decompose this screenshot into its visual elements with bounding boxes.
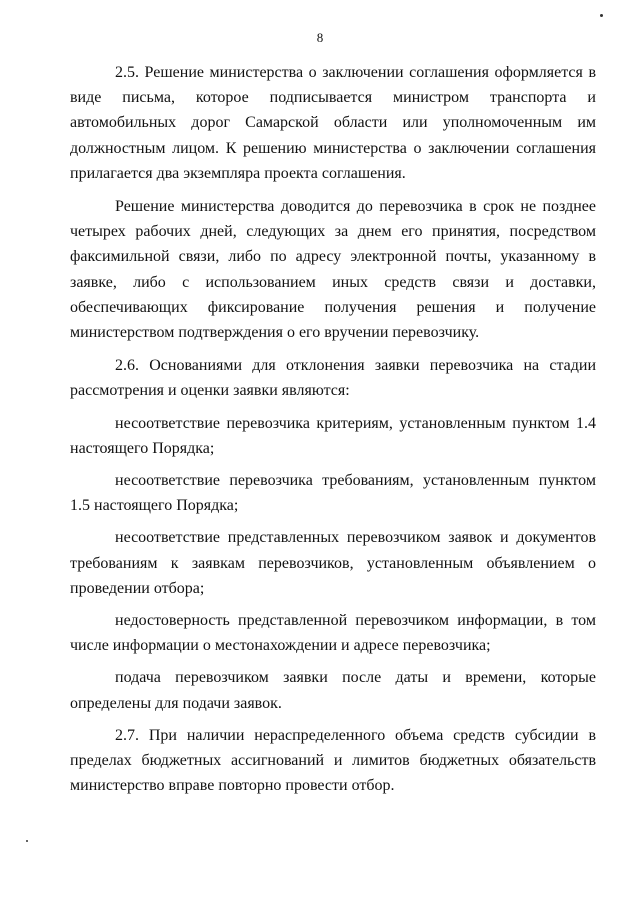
rejection-reason-4: недостоверность представленной перевозчиком информации, в том числе информации о местонахождении и адресе перевозчика;	[70, 612, 596, 655]
rejection-reason-1: несоответствие перевозчика критериям, установленным пунктом 1.4 настоящего Порядка;	[70, 414, 596, 457]
rejection-reason-5: подача перевозчиком заявки после даты и времени, которые определены для подачи заявок.	[70, 669, 596, 712]
paragraph-2-6: 2.6. Основаниями для отклонения заявки перевозчика на стадии рассмотрения и оценки заявки являются:	[70, 357, 596, 400]
page-number: 8	[316, 30, 324, 45]
rejection-reason-2: несоответствие перевозчика требованиям, установленным пунктом 1.5 настоящего Порядка;	[70, 472, 596, 515]
rejection-reason-3: несоответствие представленных перевозчиком заявок и документов требованиям к заявкам перевозчиков, установленным объявлением о проведении отбора;	[70, 529, 596, 597]
scan-speck	[26, 840, 28, 842]
paragraph-decision-notice: Решение министерства доводится до перевозчика в срок не позднее четырех рабочих дней, следующих за днем его принятия, посредством факсимильной связи, либо по адресу электронной почты, указанному в заявке, либо с использованием иных средств связи и доставки, обеспечивающих фиксирование получения решения и получение министерством подтверждения о его вручении перевозчику.	[70, 198, 596, 342]
scan-speck	[600, 14, 603, 17]
paragraph-2-7: 2.7. При наличии нераспределенного объема средств субсидии в пределах бюджетных ассигнований и лимитов бюджетных обязательств министерство вправе повторно провести отбор.	[70, 726, 596, 795]
document-body	[70, 60, 596, 804]
paragraph-2-5: 2.5. Решение министерства о заключении соглашения оформляется в виде письма, которое подписывается министром транспорта и автомобильных дорог Самарской области или уполномоченным им должностным лицом. К решению министерства о заключении соглашения прилагается два экземпляра проекта соглашения.	[70, 64, 596, 182]
